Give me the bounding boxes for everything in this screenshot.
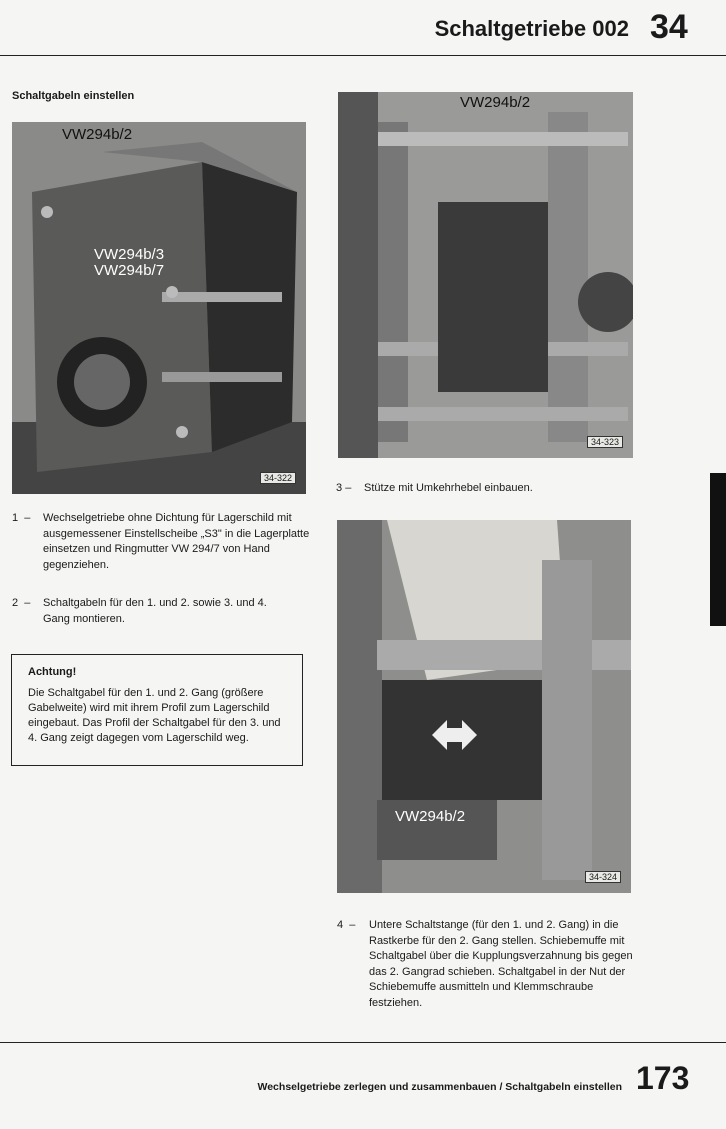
header-rule (0, 55, 726, 56)
step-text: Stütze mit Umkehrhebel einbauen. (364, 482, 533, 494)
step-number: 2 (12, 597, 19, 609)
photo-34-322 (12, 122, 306, 494)
step-3 (336, 481, 636, 497)
footer-rule (0, 1042, 726, 1043)
chapter-number: 34 (650, 8, 688, 46)
callout-label: VW294b/2 (62, 126, 133, 143)
callout-label: VW294b/3 (94, 246, 165, 263)
callout-label: VW294b/2 (460, 94, 531, 111)
warning-box (11, 654, 303, 766)
chapter-thumb-tab (710, 473, 726, 626)
header-title: Schaltgetriebe 002 (434, 16, 629, 41)
step-dash: – (24, 597, 31, 609)
step-number: 4 (337, 919, 344, 931)
warning-text: Die Schaltgabel für den 1. und 2. Gang (größere Gabelweite) wird mit ihrem Profil zum Lagerschild eingebaut. Das Profil der Schaltgabel für den 3. und 4. Gang zeigt dagegen vom Lagerschild weg. (28, 687, 281, 744)
step-text: Wechselgetriebe ohne Dichtung für Lagerschild mit ausgemessener Einstellscheibe „S3" in die Lagerplatte einsetzen und Ringmutter VW 294/7 von Hand gegenziehen. (43, 512, 310, 571)
photo-number: 34-324 (585, 871, 621, 883)
photo-number: 34-323 (587, 436, 623, 448)
step-2 (12, 596, 282, 627)
warning-title: Achtung! (28, 666, 77, 678)
step-text: Schaltgabeln für den 1. und 2. sowie 3. und 4. Gang montieren. (43, 597, 267, 625)
photo-34-324 (337, 520, 631, 893)
step-dash: – (349, 919, 356, 931)
page-number: 173 (636, 1060, 690, 1096)
step-4 (337, 918, 633, 1011)
step-dash: – (24, 512, 31, 524)
step-1 (12, 511, 312, 573)
photo-number: 34-322 (260, 472, 296, 484)
photo-34-323 (338, 92, 633, 458)
step-dash: – (345, 482, 352, 494)
callout-label: VW294b/7 (94, 262, 165, 279)
step-number: 3 (336, 482, 343, 494)
callout-label: VW294b/2 (395, 808, 466, 825)
step-text: Untere Schaltstange (für den 1. und 2. Gang) in die Rastkerbe für den 2. Gang stellen. Schiebemuffe mit Schaltgabel über die Kupplungsverzahnung bis gegen das 2. Gangrad schieben. Schaltgabel in der Nut der Schiebemuffe ausmitteln und Klemmschraube festziehen. (369, 919, 633, 1009)
footer-text: Wechselgetriebe zerlegen und zusammenbauen / Schaltgabeln einstellen (257, 1081, 622, 1093)
step-number: 1 (12, 512, 19, 524)
section-title: Schaltgabeln einstellen (12, 90, 135, 102)
